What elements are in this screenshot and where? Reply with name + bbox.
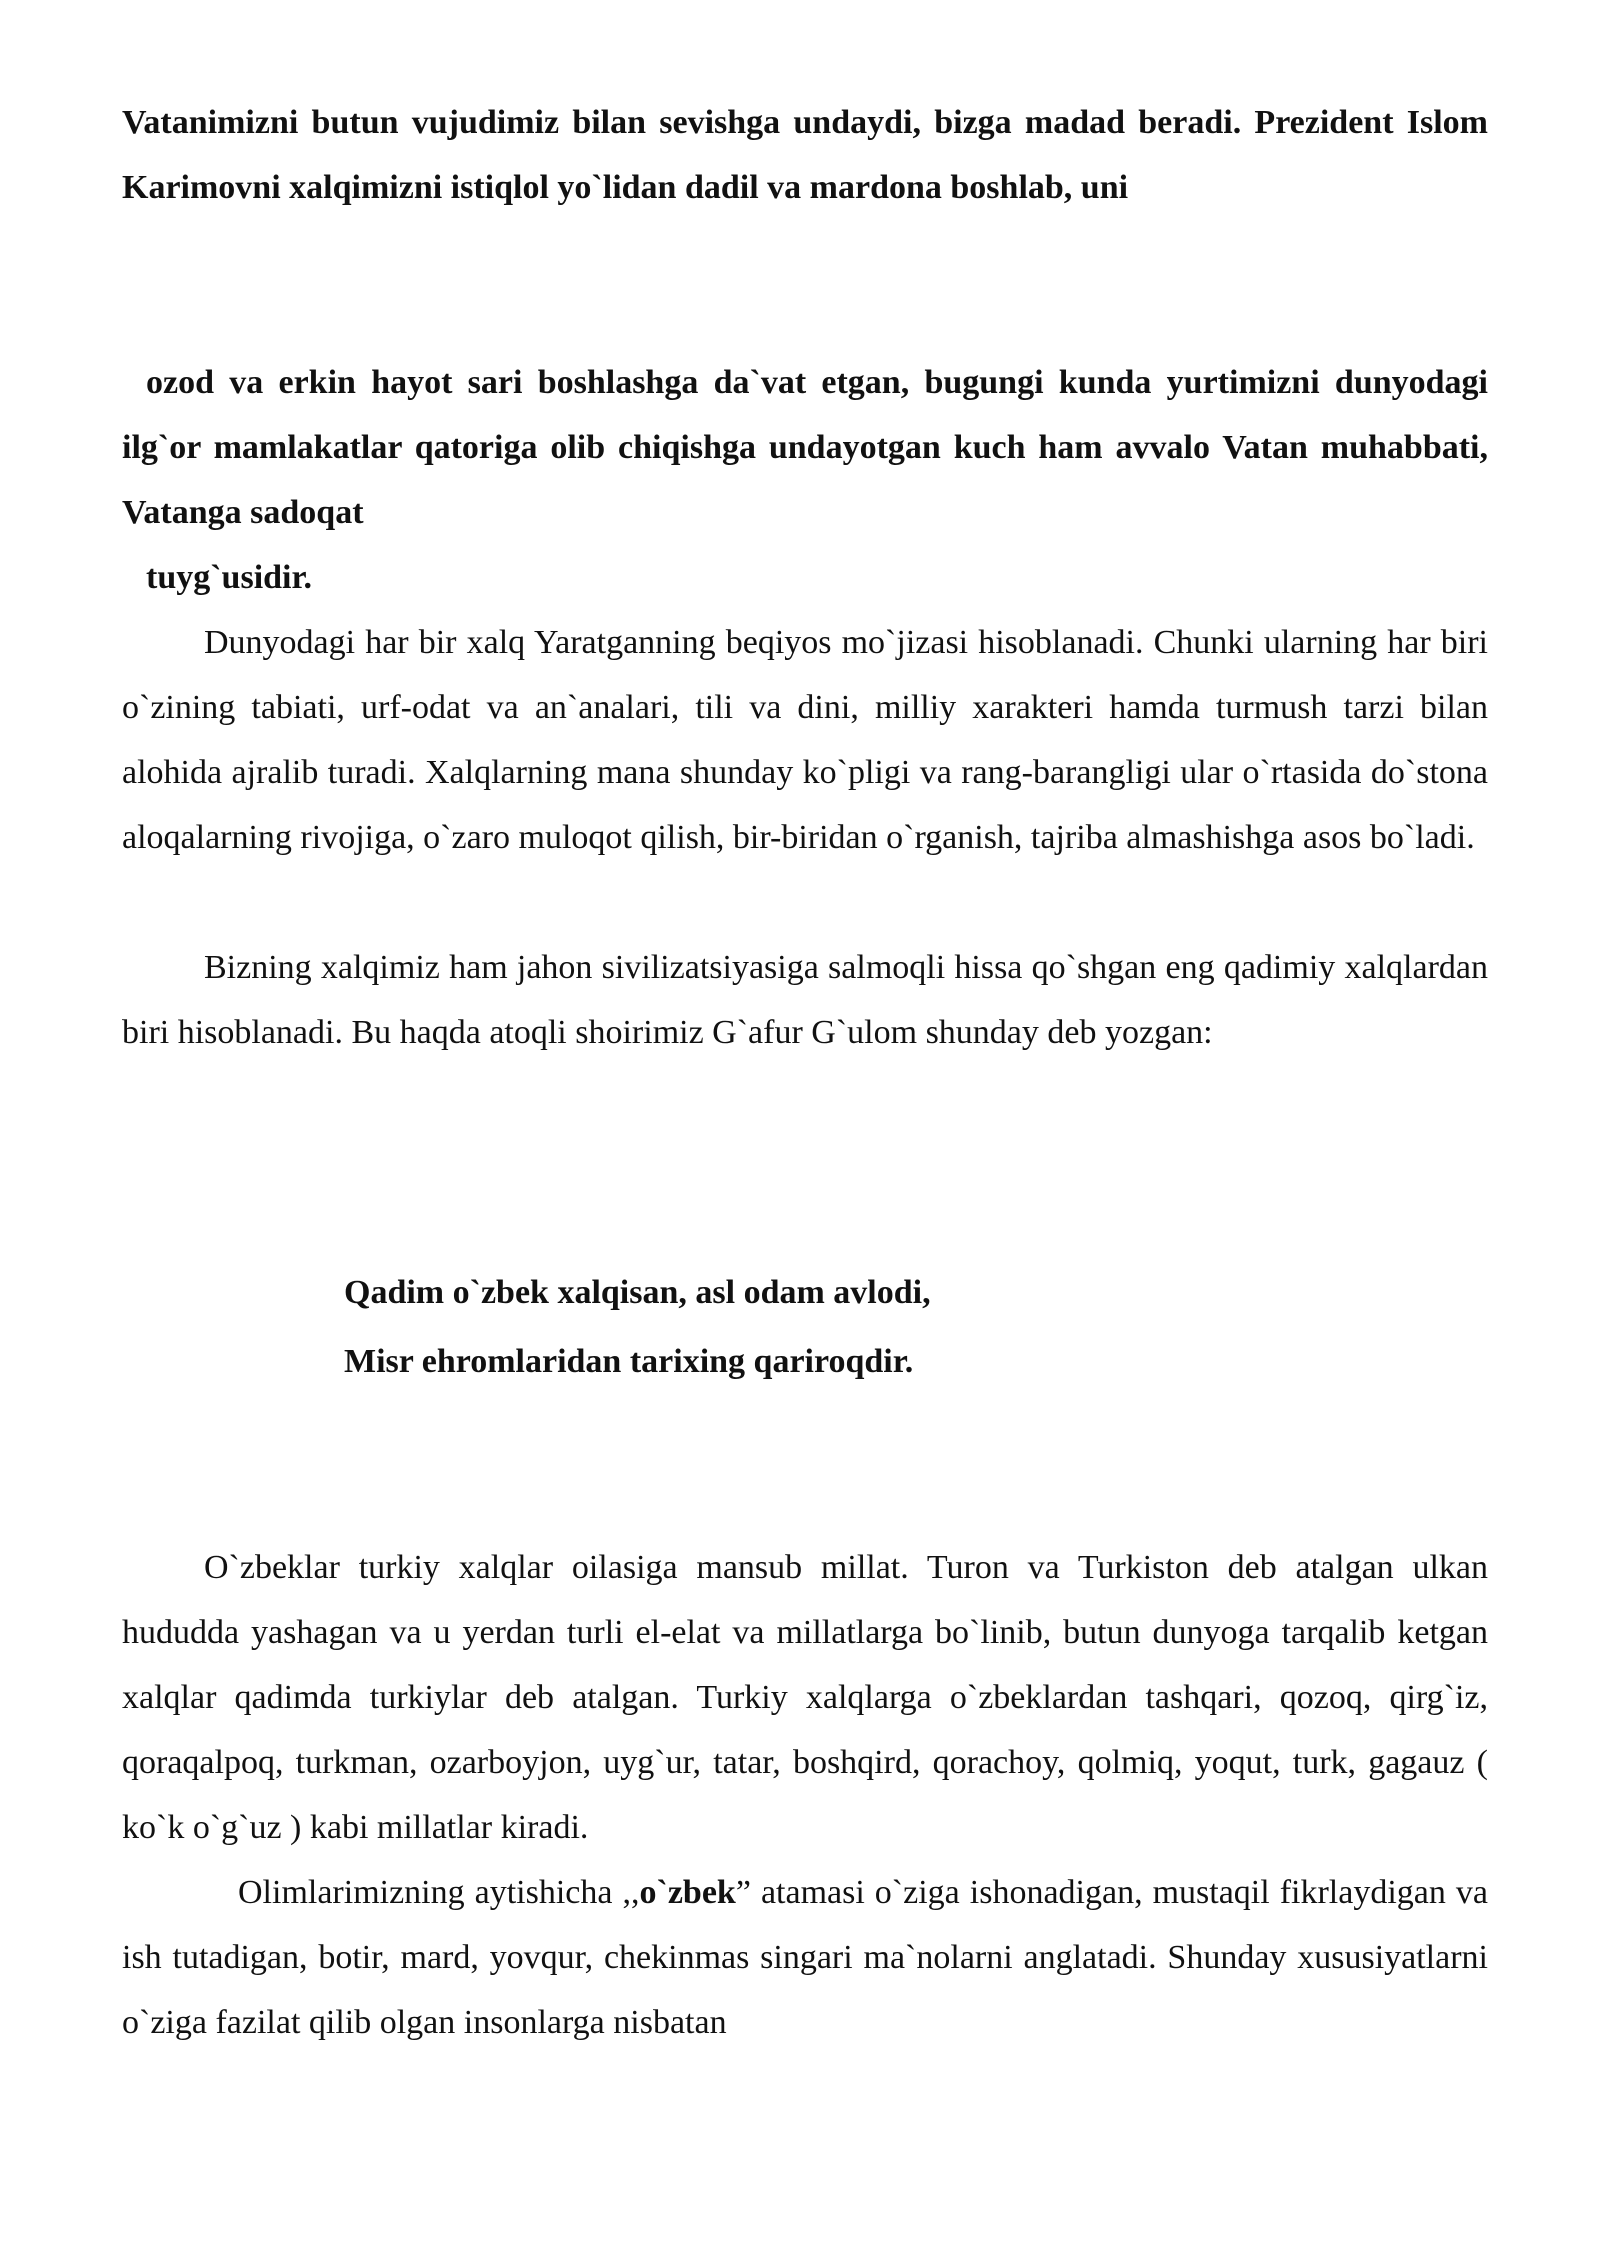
paragraph-6 <box>122 1860 1488 2055</box>
poem-line-2: Misr ehromlaridan tarixing qariroqdir. <box>344 1343 914 1380</box>
poem-line-1: Qadim o`zbek xalqisan, asl odam avlodi, <box>344 1274 931 1311</box>
poem-quote <box>344 1258 1244 1396</box>
paragraph-2: ozod va erkin hayot sari boshlashga da`vat etgan, bugungi kunda yurtimizni dunyodagi ilg`or mamlakatlar qatoriga olib chiqishga undayotgan kuch ham avvalo Vatan muhabbati, Vatanga sadoqat <box>122 364 1488 531</box>
paragraph-4: Bizning xalqimiz ham jahon sivilizatsiyasiga salmoqli hissa qo`shgan eng qadimiy xalqlardan biri hisoblanadi. Bu haqda atoqli shoirimiz G`afur G`ulom shunday deb yozgan: <box>122 949 1488 1051</box>
paragraph-1: Vatanimizni butun vujudimiz bilan sevishga undaydi, bizga madad beradi. Prezident Islom Karimovni xalqimizni istiqlol yo`lidan dadil va mardona boshlab, uni <box>122 104 1488 206</box>
paragraph-6-after: ” atamasi o`ziga ishonadigan, mustaqil fikrlaydigan va ish tutadigan, botir, mard, yovqur, chekinmas singari ma`nolarni anglatadi. Shunday xususiyatlarni o`ziga fazilat qilib olgan insonlarga nisbatan <box>122 1874 1488 2041</box>
paragraph-6-before: Olimlarimizning aytishicha ,, <box>238 1874 640 1911</box>
paragraph-5: O`zbeklar turkiy xalqlar oilasiga mansub millat. Turon va Turkiston deb atalgan ulkan hududda yashagan va u yerdan turli el-elat va millatlarga bo`linib, butun dunyoga tarqalib ketgan xalqlar qadimda turkiylar deb atalgan. Turkiy xalqlarga o`zbeklardan tashqari, qozoq, qirg`iz, qoraqalpoq, turkman, ozarboyjon, uyg`ur, tatar, boshqird, qorachoy, qolmiq, yoqut, turk, gagauz ( ko`k o`g`uz ) kabi millatlar kiradi. <box>122 1549 1488 1846</box>
paragraph-6-term: o`zbek <box>639 1874 736 1911</box>
paragraph-2-tail: tuyg`usidir. <box>146 559 312 596</box>
paragraph-3: Dunyodagi har bir xalq Yaratganning beqiyos mo`jizasi hisoblanadi. Chunki ularning har biri o`zining tabiati, urf-odat va an`analari, tili va dini, milliy xarakteri hamda turmush tarzi bilan alohida ajralib turadi. Xalqlarning mana shunday ko`pligi va rang-barangligi ular o`rtasida do`stona aloqalarning rivojiga, o`zaro muloqot qilish, bir-biridan o`rganish, tajriba almashishga asos bo`ladi. <box>122 624 1488 856</box>
